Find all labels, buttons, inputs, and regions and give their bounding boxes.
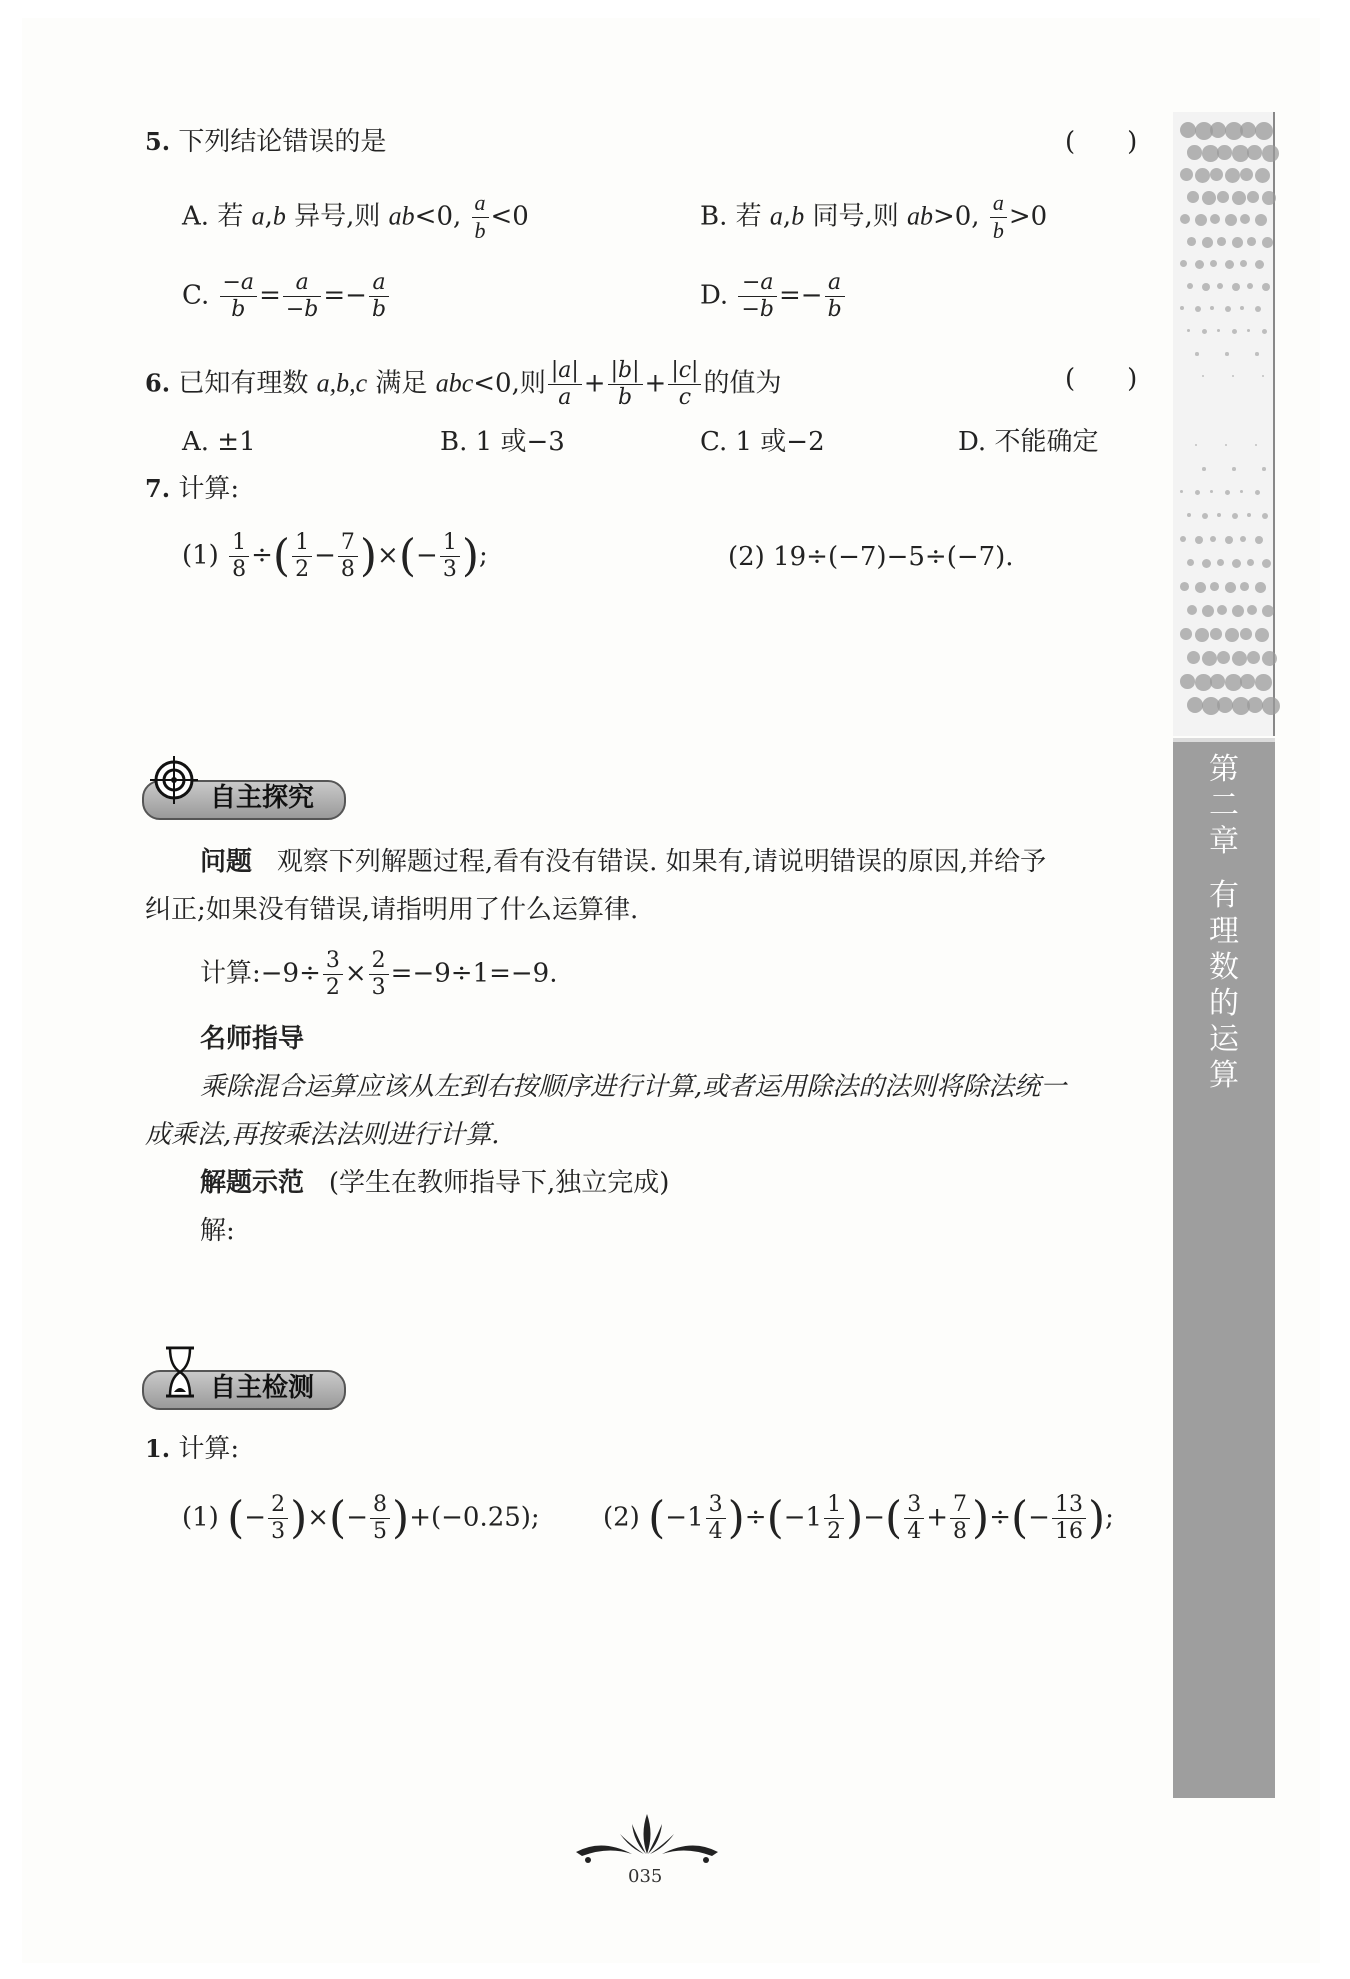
halftone-dot	[1187, 697, 1203, 713]
halftone-dot	[1240, 582, 1249, 591]
halftone-dot	[1262, 283, 1270, 291]
check-q1-stem: 1. 计算:	[145, 1434, 240, 1464]
chapter-char: 算	[1209, 1058, 1239, 1093]
halftone-dot	[1210, 536, 1216, 542]
q5-option-d: D. $\frac{-a}{-b}$ =− $\frac{a}{b}$	[700, 270, 847, 323]
halftone-dot	[1180, 674, 1195, 689]
halftone-dot	[1187, 237, 1196, 246]
halftone-dot	[1255, 352, 1259, 356]
halftone-dot	[1180, 536, 1186, 542]
solve-label: 解:	[200, 1216, 235, 1246]
halftone-dot	[1202, 237, 1213, 248]
halftone-dot	[1202, 467, 1206, 471]
target-icon	[148, 754, 200, 806]
demo-line: 解题示范 (学生在教师指导下,独立完成)	[200, 1168, 670, 1198]
sidebar-pattern	[1173, 112, 1275, 736]
halftone-dot	[1217, 283, 1223, 289]
halftone-dot	[1195, 490, 1200, 495]
halftone-dot	[1262, 329, 1267, 334]
halftone-dot	[1255, 490, 1260, 495]
chapter-char: 的	[1209, 986, 1239, 1021]
q6-option-d: D. 不能确定	[958, 427, 1099, 457]
q5-answer-paren: ( )	[1065, 127, 1138, 157]
halftone-dot	[1247, 191, 1259, 203]
halftone-dot	[1247, 145, 1262, 160]
halftone-dot	[1255, 674, 1272, 691]
q6-option-a: A. ±1	[182, 427, 256, 457]
page-number: 035	[628, 1866, 663, 1887]
explore-badge-label: 自主探究	[210, 783, 315, 813]
halftone-dot	[1262, 145, 1279, 162]
chapter-char: 二	[1209, 788, 1239, 823]
halftone-dot	[1217, 697, 1233, 713]
guide-text-line1: 乘除混合运算应该从左到右按顺序进行计算,或者运用除法的法则将除法统一	[200, 1072, 1067, 1102]
halftone-dot	[1240, 674, 1255, 689]
halftone-dot	[1232, 237, 1243, 248]
halftone-dot	[1262, 697, 1280, 715]
check-q1-part-1: (1) (− $\frac{2}{3}$ )×(− $\frac{8}{5}$ )+(−0.25);	[182, 1492, 540, 1544]
chapter-char	[1200, 860, 1248, 878]
check-q1-part-2: (2) (−1 $\frac{3}{4}$ )÷(−1 $\frac{1}{2}$ )−( $\frac{3}{4}$ + $\frac{7}{8}$ )÷(− $\frac{13}{16}$ );	[603, 1492, 1114, 1544]
halftone-dot	[1262, 237, 1273, 248]
halftone-dot	[1232, 467, 1236, 471]
chapter-char: 第	[1209, 752, 1239, 787]
halftone-dot	[1217, 191, 1229, 203]
chapter-title	[1200, 752, 1248, 1094]
halftone-dot	[1210, 582, 1219, 591]
q5-option-c: C. $\frac{-a}{b}$ = $\frac{a}{-b}$ =− $\frac{a}{b}$	[182, 270, 391, 323]
q7-part-2: (2) 19÷(−7)−5÷(−7).	[728, 542, 1014, 572]
hourglass-icon	[160, 1344, 200, 1400]
halftone-dot	[1217, 237, 1226, 246]
halftone-dot	[1255, 536, 1263, 544]
halftone-dot	[1255, 582, 1266, 593]
halftone-dot	[1240, 122, 1256, 138]
halftone-dot	[1225, 628, 1239, 642]
guide-title: 名师指导	[200, 1024, 305, 1054]
halftone-dot	[1202, 329, 1207, 334]
explore-calc: 计算:−9÷ $\frac{3}{2}$ × $\frac{2}{3}$ =−9÷1=−9.	[200, 948, 558, 1000]
halftone-dot	[1255, 628, 1269, 642]
halftone-dot	[1180, 582, 1189, 591]
q7-part-1: (1) $\frac{1}{8}$ ÷( $\frac{1}{2}$ − $\frac{7}{8}$ )×(− $\frac{1}{3}$ );	[182, 530, 488, 582]
chapter-char: 运	[1209, 1022, 1239, 1057]
halftone-dot	[1195, 582, 1206, 593]
halftone-dot	[1255, 122, 1273, 140]
q6-option-b: B. 1 或−3	[440, 427, 565, 457]
halftone-dot	[1210, 628, 1222, 640]
chapter-char: 有	[1209, 878, 1239, 913]
halftone-dot	[1232, 283, 1240, 291]
halftone-dot	[1225, 490, 1230, 495]
explore-problem-line1: 问题 观察下列解题过程,看有没有错误. 如果有,请说明错误的原因,并给予	[200, 847, 1047, 877]
halftone-dot	[1232, 191, 1246, 205]
halftone-dot	[1225, 536, 1233, 544]
halftone-dot	[1180, 122, 1196, 138]
halftone-dot	[1187, 191, 1199, 203]
check-badge-label: 自主检测	[210, 1373, 315, 1403]
halftone-dot	[1195, 628, 1209, 642]
q5-stem: 5. 下列结论错误的是	[145, 127, 387, 157]
chapter-char: 章	[1209, 824, 1239, 859]
halftone-dot	[1232, 329, 1237, 334]
halftone-dot	[1225, 582, 1236, 593]
halftone-dot	[1217, 145, 1232, 160]
chapter-char: 数	[1209, 950, 1239, 985]
halftone-dot	[1202, 283, 1210, 291]
halftone-dot	[1240, 628, 1252, 640]
chapter-char: 理	[1209, 914, 1239, 949]
guide-text-line2: 成乘法,再按乘法法则进行计算.	[145, 1120, 500, 1150]
halftone-dot	[1195, 536, 1203, 544]
halftone-dot	[1247, 697, 1263, 713]
halftone-dot	[1180, 628, 1192, 640]
halftone-dot	[1195, 352, 1199, 356]
halftone-dot	[1262, 467, 1266, 471]
halftone-dot	[1225, 352, 1229, 356]
halftone-dot	[1210, 122, 1226, 138]
q6-stem: 6. 已知有理数 a,b,c 满足 abc<0,则 $\frac{|a|}{a}$ + $\frac{|b|}{b}$ + $\frac{|c|}{c}$ 的值为	[145, 358, 782, 410]
q5-option-b: B. 若 a,b 同号,则 ab>0, $\frac{a}{b}$ >0	[700, 190, 1048, 243]
halftone-dot	[1247, 283, 1253, 289]
halftone-dot	[1210, 674, 1225, 689]
footer-ornament-icon	[572, 1808, 722, 1868]
q6-answer-paren: ( )	[1065, 364, 1138, 394]
explore-problem-line2: 纠正;如果没有错误,请指明用了什么运算律.	[145, 895, 639, 925]
halftone-dot	[1187, 283, 1193, 289]
halftone-dot	[1247, 237, 1256, 246]
q6-option-c: C. 1 或−2	[700, 427, 825, 457]
halftone-dot	[1187, 145, 1202, 160]
halftone-dot	[1202, 191, 1216, 205]
halftone-dot	[1262, 191, 1276, 205]
q5-option-a: A. 若 a,b 异号,则 ab<0, $\frac{a}{b}$ <0	[182, 190, 529, 243]
q7-stem: 7. 计算:	[145, 474, 240, 504]
halftone-dot	[1240, 536, 1246, 542]
